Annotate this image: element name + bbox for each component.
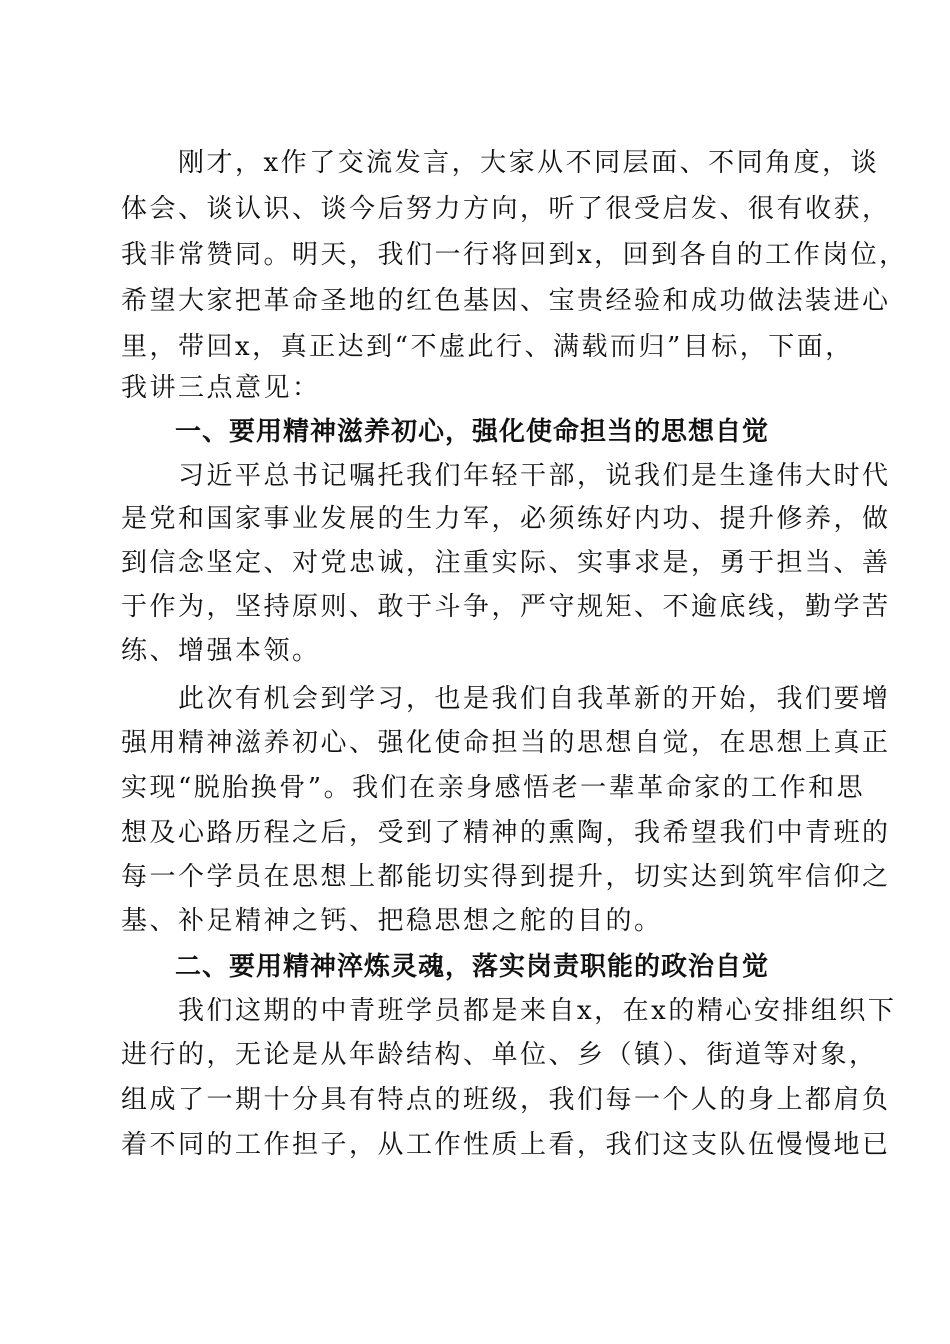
- paragraph-line: 习近平总书记嘱托我们年轻干部，说我们是生逢伟大时代: [121, 461, 891, 491]
- paragraph-line: 此次有机会到学习，也是我们自我革新的开始，我们要增: [121, 684, 891, 714]
- paragraph-line: 于作为，坚持原则、敢于斗争，严守规矩、不逾底线，勤学苦: [121, 592, 891, 622]
- paragraph-line: 我非常赞同。明天，我们一行将回到x，回到各自的工作岗位，: [121, 240, 908, 270]
- paragraph-line: 我讲三点意见：: [121, 373, 321, 403]
- paragraph-line: 基、补足精神之钙、把稳思想之舵的目的。: [121, 906, 663, 936]
- paragraph-line: 里，带回x，真正达到“不虚此行、满载而归”目标，下面，: [121, 332, 854, 362]
- paragraph-line: 实现“脱胎换骨”。我们在亲身感悟老一辈革命家的工作和思: [121, 773, 866, 803]
- paragraph-line: 是党和国家事业发展的生力军，必须练好内功、提升修养，做: [121, 504, 891, 534]
- paragraph-line: 希望大家把革命圣地的红色基因、宝贵经验和成功做法装进心: [121, 286, 891, 316]
- paragraph-line: 组成了一期十分具有特点的班级，我们每一个人的身上都肩负: [121, 1085, 891, 1115]
- paragraph-line: 刚才，x作了交流发言，大家从不同层面、不同角度，谈: [121, 148, 880, 178]
- paragraph-line: 我们这期的中青班学员都是来自x，在x的精心安排组织下: [121, 996, 897, 1026]
- paragraph-line: 强用精神滋养初心、强化使命担当的思想自觉，在思想上真正: [121, 728, 891, 758]
- section-heading-2: 二、要用精神淬炼灵魂，落实岗责职能的政治自觉: [121, 952, 770, 982]
- paragraph-line: 着不同的工作担子，从工作性质上看，我们这支队伍慢慢地已: [121, 1130, 891, 1160]
- paragraph-line: 到信念坚定、对党忠诚，注重实际、实事求是，勇于担当、善: [121, 548, 891, 578]
- paragraph-line: 体会、谈认识、谈今后努力方向，听了很受启发、很有收获，: [121, 194, 891, 224]
- section-heading-1: 一、要用精神滋养初心，强化使命担当的思想自觉: [121, 417, 770, 447]
- paragraph-line: 想及心路历程之后，受到了精神的熏陶，我希望我们中青班的: [121, 818, 891, 848]
- paragraph-line: 每一个学员在思想上都能切实得到提升，切实达到筑牢信仰之: [121, 862, 891, 892]
- paragraph-line: 练、增强本领。: [121, 636, 321, 666]
- paragraph-line: 进行的，无论是从年龄结构、单位、乡（镇）、街道等对象，: [121, 1040, 878, 1070]
